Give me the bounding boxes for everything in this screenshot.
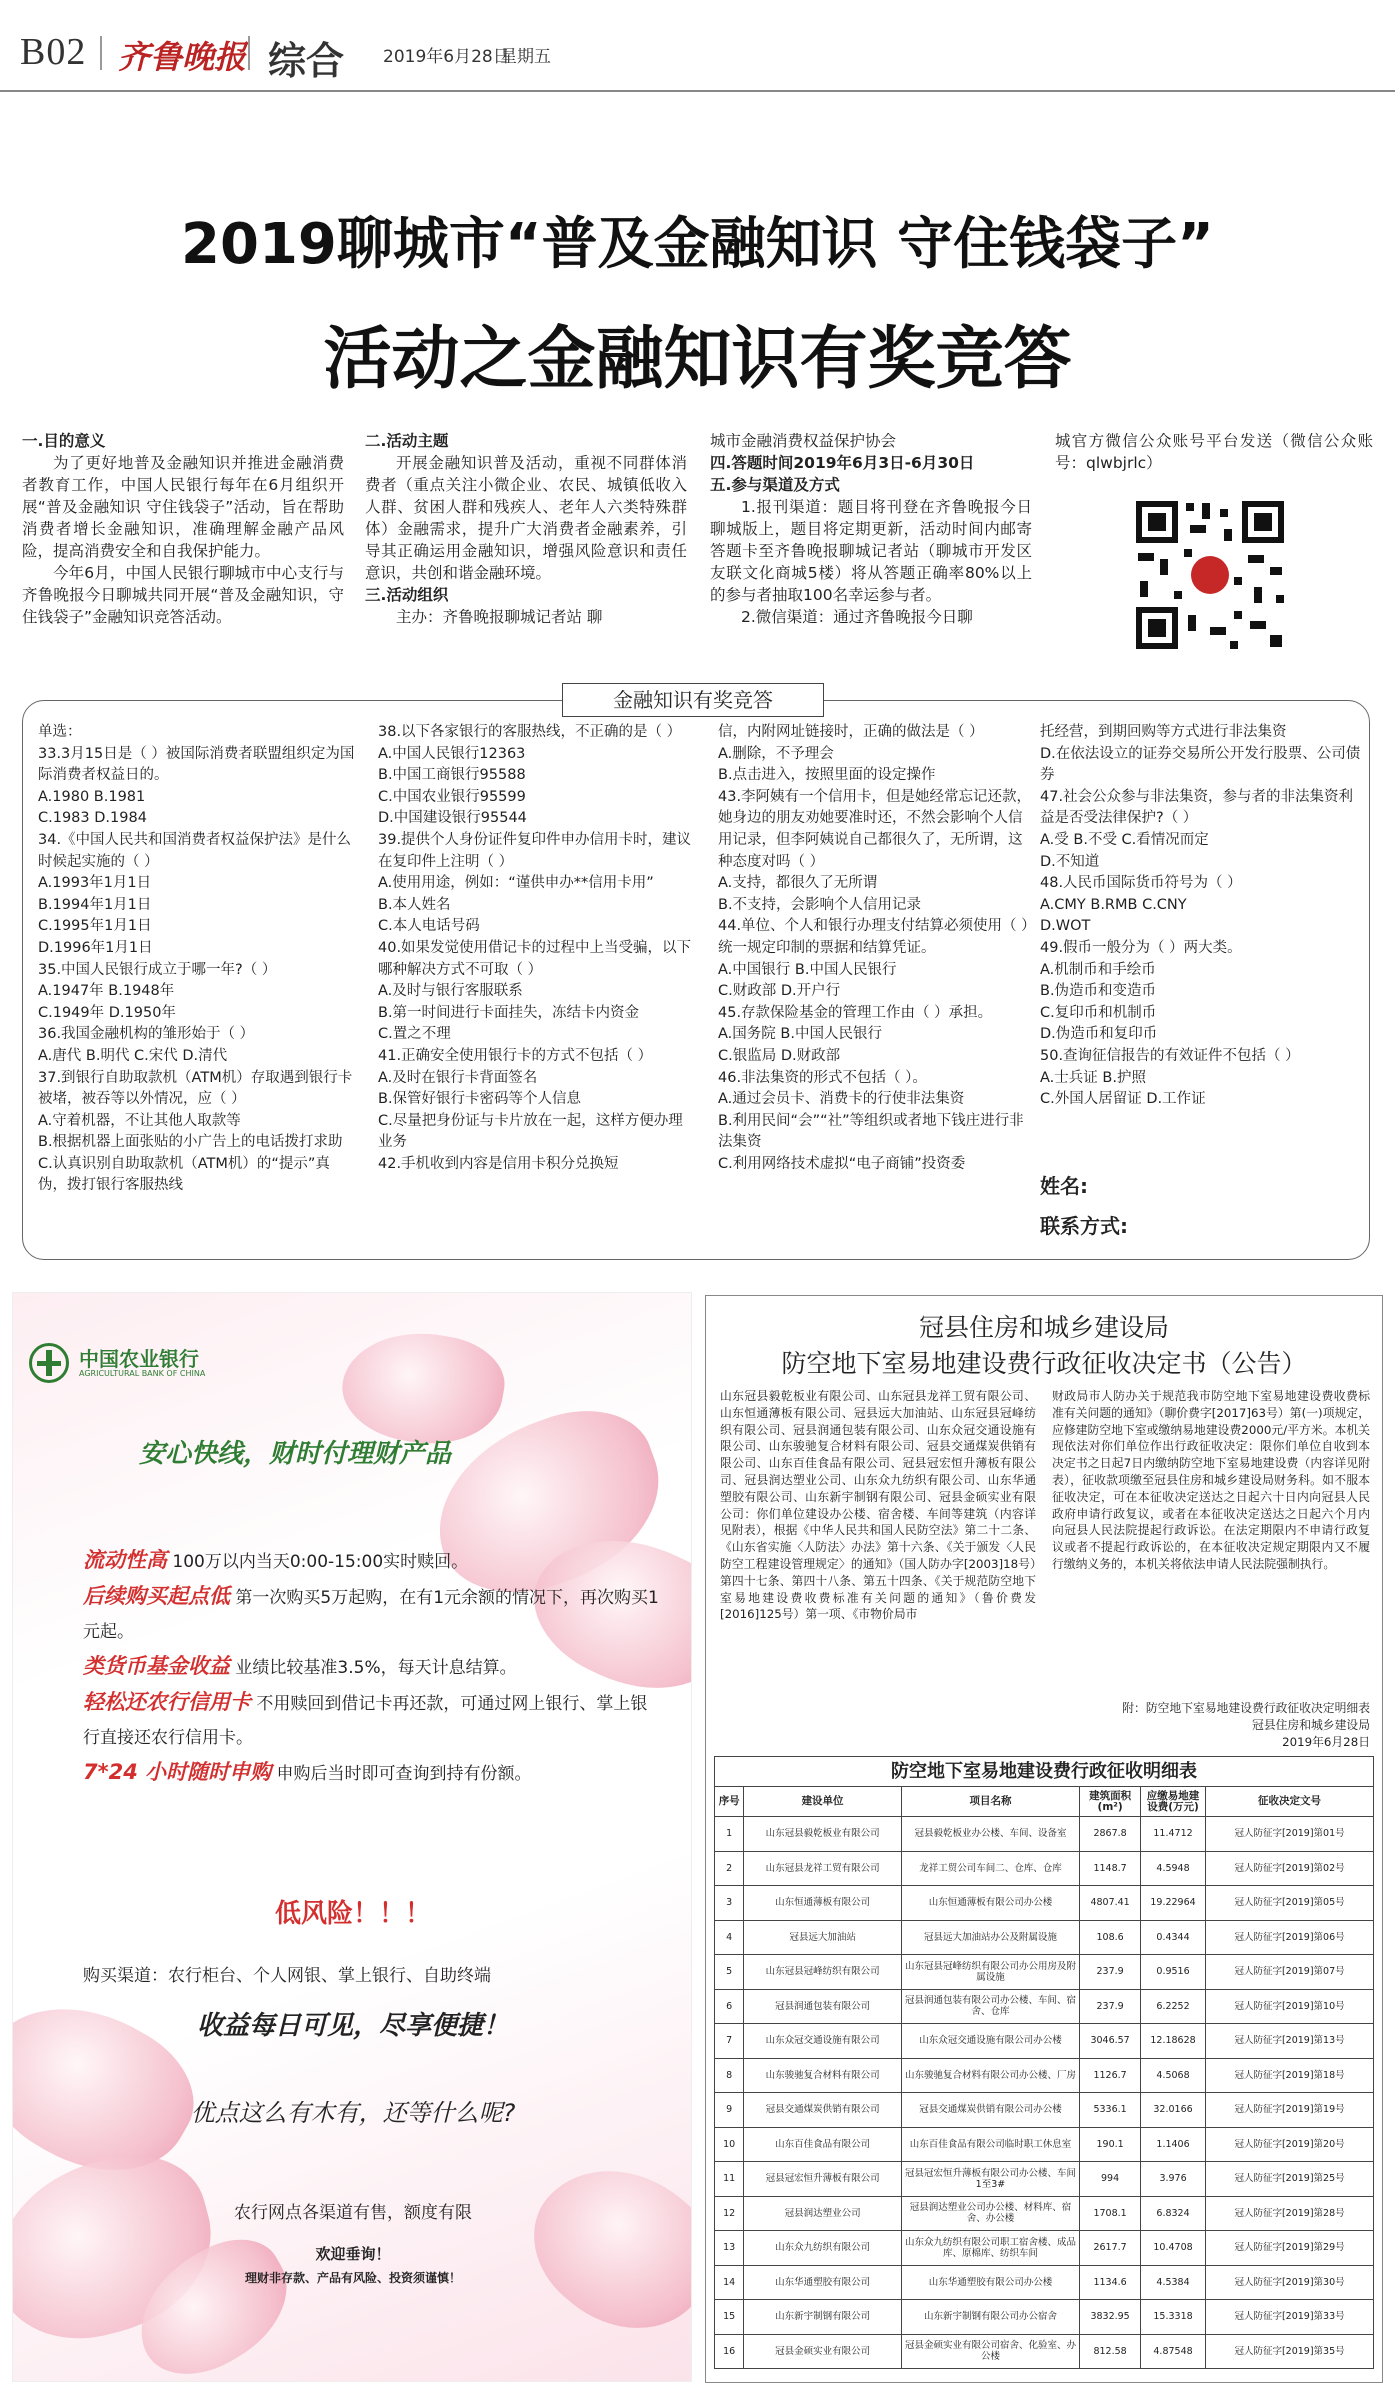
table-cell: 冠县远大加油站办公及附属设施	[901, 1920, 1079, 1955]
table-row	[715, 2265, 1374, 2300]
quiz-line: A.国务院 B.中国人民银行	[718, 1026, 882, 1043]
quiz-line: D.1996年1月1日	[38, 939, 153, 956]
ad-welcome: 欢迎垂询！	[315, 2245, 391, 2263]
notice-body-left: 山东冠县毅乾板业有限公司、山东冠县龙祥工贸有限公司、山东恒通薄板有限公司、冠县远大加油站、山东冠县冠峰纺织有限公司、冠县润通包装有限公司、山东众冠交通设施有限公司、山东骏驰复合材料有限公司、冠县交通煤炭供销有限公司、山东百佳食品有限公司、冠县冠宏恒升薄板有限公司、冠县润达塑业公司、山东众九纺织有限公司、山东华通塑胶有限公司、山东新宇制钢有限公司、冠县金硕实业有限公司：你们单位建设办公楼、宿舍楼、车间等建筑（内容详见附表），根据《中华人民共和国人民防空法》第二十二条、《山东省实施〈人防法〉办法》第十六条、《关于颁发〈人民防空工程建设管理规定〉的通知》（国人防办字[2003]18号）第四十七条、第四十八条、第五十四条、《关于规范防空地下室易地建设费收费标准有关问题的通知》（鲁价费发[2016]125号）第一项、《市物价局市	[720, 1389, 1036, 1622]
quiz-line: 托经营，到期回购等方式进行非法集资	[1040, 724, 1287, 740]
quiz-line: 49.假币一般分为（ ）两大类。	[1040, 939, 1242, 956]
table-cell: 2867.8	[1080, 1817, 1141, 1852]
quiz-column-4	[1040, 722, 1362, 1111]
notice-date: 2019年6月28日	[1282, 1735, 1370, 1749]
table-row	[715, 1920, 1374, 1955]
table-cell: 4	[715, 1920, 744, 1955]
table-cell: 冠县润达塑业公司	[744, 2196, 901, 2231]
newspaper-logo: 齐鲁晚报	[118, 38, 247, 76]
table-cell: 冠人防征字[2019]第29号	[1206, 2231, 1374, 2266]
table-cell: 冠县交通煤炭供销有限公司	[744, 2093, 901, 2128]
quiz-line: 34.《中国人民共和国消费者权益保护法》是什么时候起实施的（ ）	[38, 831, 352, 870]
intro-column-1	[22, 430, 344, 628]
low-risk-label: 低风险！！！	[274, 1899, 431, 1929]
table-cell: 5	[715, 1955, 744, 1990]
table-cell: 冠人防征字[2019]第05号	[1206, 1886, 1374, 1921]
quiz-column-2	[378, 722, 696, 1175]
paragraph: 城市金融消费权益保护协会	[710, 432, 897, 450]
table-cell: 山东百佳食品有限公司	[744, 2127, 901, 2162]
table-cell: 冠人防征字[2019]第33号	[1206, 2300, 1374, 2335]
quiz-line: D.在依法设立的证券交易所公开发行股票、公司债券	[1040, 745, 1361, 784]
paragraph: 今年6月，中国人民银行聊城市中心支行与齐鲁晚报今日聊城共同开展“普及金融知识，守住钱袋子”金融知识竞答活动。	[22, 564, 344, 626]
quiz-line: 33.3月15日是（ ）被国际消费者联盟组织定为国际消费者权益日的。	[38, 745, 355, 784]
section-heading: 五.参与渠道及方式	[710, 476, 840, 494]
quiz-line: D.伪造币和复印币	[1040, 1026, 1158, 1043]
table-cell: 山东众冠交通设施有限公司	[744, 2024, 901, 2059]
table-cell: 1.1406	[1141, 2127, 1206, 2162]
quiz-line: B.中国工商银行95588	[378, 767, 526, 784]
table-cell: 4.5948	[1141, 1851, 1206, 1886]
name-field-label: 姓名:	[1040, 1174, 1088, 1198]
masthead-rule	[0, 90, 1395, 92]
quiz-line: 48.人民币国际货币符号为（ ）	[1040, 875, 1242, 892]
quiz-line: 单选：	[38, 724, 82, 740]
contact-field-label: 联系方式:	[1040, 1214, 1128, 1238]
quiz-line: C.财政部 D.开户行	[718, 983, 841, 1000]
table-cell: 108.6	[1080, 1920, 1141, 1955]
quiz-line: A.使用用途，例如：“谨供申办**信用卡用”	[378, 875, 654, 892]
table-cell: 山东新宇制钢有限公司	[744, 2300, 901, 2335]
table-cell: 山东众冠交通设施有限公司办公楼	[901, 2024, 1079, 2059]
table-header-cell: 建设单位	[744, 1787, 901, 1817]
quiz-line: B.利用民间“会”“社”等组织或者地下钱庄进行非法集资	[718, 1112, 1024, 1151]
table-cell: 0.4344	[1141, 1920, 1206, 1955]
notice-attachment: 附：防空地下室易地建设费行政征收决定明细表	[1122, 1701, 1370, 1715]
feature-desc: 业绩比较基准3.5%，每天计息结算。	[235, 1658, 517, 1678]
quiz-line: A.及时与银行客服联系	[378, 983, 523, 1000]
table-cell: 冠人防征字[2019]第07号	[1206, 1955, 1374, 1990]
bank-name-en: AGRICULTURAL BANK OF CHINA	[79, 1369, 206, 1378]
table-cell: 812.58	[1080, 2334, 1141, 2369]
quiz-line: A.支持，都很久了无所谓	[718, 875, 878, 892]
table-row	[715, 1817, 1374, 1852]
quiz-line: A.CMY B.RMB C.CNY	[1040, 896, 1187, 913]
table-cell: 冠人防征字[2019]第20号	[1206, 2127, 1374, 2162]
quiz-line: A.中国银行 B.中国人民银行	[718, 961, 897, 978]
table-cell: 冠县润通包装有限公司	[744, 1989, 901, 2024]
purchase-channels: 购买渠道：农行柜台、个人网银、掌上银行、自助终端	[83, 1966, 491, 1986]
table-cell: 4.5068	[1141, 2058, 1206, 2093]
table-cell: 山东骏驰复合材料有限公司	[744, 2058, 901, 2093]
table-row	[715, 1955, 1374, 1990]
quiz-line: A.及时在银行卡背面签名	[378, 1069, 538, 1086]
feature-desc: 第一次购买5万起购，在有1元余额的情况下，再次购买1元起。	[83, 1588, 659, 1642]
table-cell: 3	[715, 1886, 744, 1921]
table-row	[715, 2127, 1374, 2162]
table-cell: 山东百佳食品有限公司临时职工休息室	[901, 2127, 1079, 2162]
table-cell: 山东众九纺织有限公司职工宿舍楼、成品库、原棉库、纺织车间	[901, 2231, 1079, 2266]
notice-signer: 冠县住房和城乡建设局	[1252, 1718, 1370, 1732]
table-cell: 6.2252	[1141, 1989, 1206, 2024]
table-cell: 冠人防征字[2019]第18号	[1206, 2058, 1374, 2093]
headline-line-2: 活动之金融知识有奖竞答	[323, 320, 1072, 399]
table-cell: 15	[715, 2300, 744, 2335]
table-cell: 冠人防征字[2019]第28号	[1206, 2196, 1374, 2231]
ad-slogan: 安心快线，财时付理财产品	[139, 1439, 452, 1469]
ad-question: 优点这么有木有，还等什么呢?	[190, 2099, 516, 2127]
quiz-line: 47.社会公众参与非法集资，参与者的非法集资利益是否受法律保护?（ ）	[1040, 788, 1354, 827]
feature-desc: 不用赎回到借记卡再还款，可通过网上银行、掌上银行直接还农行信用卡。	[83, 1694, 648, 1748]
table-cell: 冠人防征字[2019]第19号	[1206, 2093, 1374, 2128]
bank-name: 中国农业银行	[79, 1347, 199, 1371]
table-body	[715, 1817, 1374, 2369]
table-cell: 190.1	[1080, 2127, 1141, 2162]
masthead	[0, 0, 1395, 83]
table-cell: 冠县冠宏恒升薄板有限公司	[744, 2162, 901, 2197]
table-cell: 1708.1	[1080, 2196, 1141, 2231]
table-cell: 冠县交通煤炭供销有限公司办公楼	[901, 2093, 1079, 2128]
quiz-label: 金融知识有奖竞答	[562, 683, 824, 717]
table-cell: 山东众九纺织有限公司	[744, 2231, 901, 2266]
quiz-line: B.根据机器上面张贴的小广告上的电话拨打求助	[38, 1134, 343, 1151]
table-cell: 山东骏驰复合材料有限公司办公楼、厂房	[901, 2058, 1079, 2093]
issue-date: 2019年6月28日	[383, 47, 510, 67]
notice-body-right: 财政局市人防办关于规范我市防空地下室易地建设费收费标准有关问题的通知》（聊价费字[2017]63号）第(一)项规定，应修建防空地下室或缴纳易地建设费2000元/平方米。本机关现依法对你们单位作出行政征收决定：限你们单位自收到本决定书之日起7日内缴纳防空地下室易地建设费（内容详见附表），征收款项缴至冠县住房和城乡建设局财务科。如不服本征收决定，可在本征收决定送达之日起六十日内向冠县人民政府申请行政复议，或者在本征收决定送达之日起六个月内向冠县人民法院提起行政诉讼。在法定期限内不申请行政复议或者不提起行政诉讼的，在本征收决定规定期限内又不履行缴纳义务的，本机关将依法申请人民法院强制执行。	[1052, 1389, 1370, 1571]
table-cell: 19.22964	[1141, 1886, 1206, 1921]
quiz-line: 信，内附网址链接时，正确的做法是（ ）	[718, 724, 984, 740]
intro-column-2	[365, 430, 687, 628]
section-heading: 四.答题时间2019年6月3日-6月30日	[710, 454, 975, 472]
table-cell: 4.87548	[1141, 2334, 1206, 2369]
quiz-line: A.守着机器，不让其他人取款等	[38, 1112, 241, 1129]
quiz-line: 39.提供个人身份证件复印件申办信用卡时，建议在复印件上注明（ ）	[378, 831, 692, 870]
table-row	[715, 2231, 1374, 2266]
table-cell: 3832.95	[1080, 2300, 1141, 2335]
table-row	[715, 2334, 1374, 2369]
section-heading: 一.目的意义	[22, 432, 106, 450]
quiz-line: D.中国建设银行95544	[378, 810, 527, 827]
table-cell: 994	[1080, 2162, 1141, 2197]
quiz-line: 44.单位、个人和银行办理支付结算必须使用（ ）统一规定印制的票据和结算凭证。	[718, 918, 1036, 956]
daily-return-text: 收益每日可见，尽享便捷！	[196, 2011, 509, 2041]
quiz-line: C.利用网络技术虚拟“电子商铺”投资委	[718, 1155, 966, 1172]
quiz-line: 40.如果发觉使用借记卡的过程中上当受骗，以下哪种解决方式不可取（ ）	[378, 939, 692, 978]
table-row	[715, 2058, 1374, 2093]
table-cell: 山东华通塑胶有限公司办公楼	[901, 2265, 1079, 2300]
quiz-line: C.复印币和机制币	[1040, 1004, 1157, 1021]
table-cell: 冠县润达塑业公司办公楼、材料库、宿舍、办公楼	[901, 2196, 1079, 2231]
table-cell: 1148.7	[1080, 1851, 1141, 1886]
quiz-line: 50.查询征信报告的有效证件不包括（ ）	[1040, 1047, 1300, 1064]
ad-sale-note: 农行网点各渠道有售，额度有限	[234, 2203, 472, 2223]
abc-logo-icon	[29, 1343, 69, 1383]
issue-weekday: 星期五	[500, 47, 551, 67]
table-cell: 冠人防征字[2019]第35号	[1206, 2334, 1374, 2369]
paragraph: 城官方微信公众账号平台发送（微信公众账号：qlwbjrlc）	[1055, 432, 1373, 472]
quiz-line: A.删除，不予理会	[718, 745, 834, 762]
table-row	[715, 2162, 1374, 2197]
fee-table	[714, 1756, 1374, 2369]
table-cell: 冠人防征字[2019]第30号	[1206, 2265, 1374, 2300]
quiz-column-3	[718, 722, 1036, 1175]
table-cell: 冠人防征字[2019]第25号	[1206, 2162, 1374, 2197]
table-cell: 3046.57	[1080, 2024, 1141, 2059]
table-cell: 山东恒通薄板有限公司	[744, 1886, 901, 1921]
paragraph: 1.报刊渠道：题目将刊登在齐鲁晚报今日聊城版上，题目将定期更新，活动时间内邮寄答题卡至齐鲁晚报聊城记者站（聊城市开发区友联文化商城5楼）将从答题正确率80%以上的参与者抽取100名幸运参与者。	[710, 498, 1032, 604]
paragraph: 主办：齐鲁晚报聊城记者站 聊	[396, 608, 603, 626]
intro-column-4	[1055, 430, 1373, 474]
table-header-cell: 建筑面积(m²)	[1080, 1787, 1141, 1817]
table-cell: 10	[715, 2127, 744, 2162]
quiz-line: A.机制币和手绘币	[1040, 961, 1156, 978]
government-notice	[705, 1295, 1383, 2383]
quiz-line: B.不支持，会影响个人信用记录	[718, 896, 922, 913]
table-cell: 山东冠县龙祥工贸有限公司	[744, 1851, 901, 1886]
quiz-line: A.士兵证 B.护照	[1040, 1069, 1146, 1086]
abc-bank-advertisement	[12, 1292, 692, 2382]
table-cell: 山东恒通薄板有限公司办公楼	[901, 1886, 1079, 1921]
feature-title: 7*24 小时随时申购	[83, 1760, 272, 1784]
table-cell: 6	[715, 1989, 744, 2024]
quiz-line: C.中国农业银行95599	[378, 788, 526, 805]
table-header-cell: 项目名称	[901, 1787, 1079, 1817]
feature-desc: 100万以内当天0:00-15:00实时赎回。	[172, 1552, 469, 1572]
table-row	[715, 2196, 1374, 2231]
quiz-line: C.置之不理	[378, 1026, 451, 1043]
quiz-line: C.尽量把身份证与卡片放在一起，这样方便办理业务	[378, 1112, 683, 1151]
quiz-line: A.中国人民银行12363	[378, 745, 526, 762]
table-cell: 山东冠县冠峰纺织有限公司	[744, 1955, 901, 1990]
table-cell: 3.976	[1141, 2162, 1206, 2197]
quiz-line: 42.手机收到内容是信用卡积分兑换短	[378, 1155, 619, 1172]
quiz-line: A.受 B.不受 C.看情况而定	[1040, 831, 1209, 848]
paragraph: 2.微信渠道：通过齐鲁晚报今日聊	[741, 608, 973, 626]
table-cell: 冠县毅乾板业办公楼、车间、设备室	[901, 1817, 1079, 1852]
table-cell: 6.8324	[1141, 2196, 1206, 2231]
table-title: 防空地下室易地建设费行政征收明细表	[715, 1757, 1374, 1787]
table-cell: 冠人防征字[2019]第10号	[1206, 1989, 1374, 2024]
feature-title: 后续购买起点低	[83, 1584, 230, 1608]
fee-table-wrapper	[714, 1756, 1374, 2376]
quiz-line: D.WOT	[1040, 918, 1091, 935]
quiz-line: B.1994年1月1日	[38, 896, 152, 913]
table-cell: 2	[715, 1851, 744, 1886]
table-row	[715, 1989, 1374, 2024]
table-cell: 12.18628	[1141, 2024, 1206, 2059]
table-cell: 8	[715, 2058, 744, 2093]
table-cell: 1134.6	[1080, 2265, 1141, 2300]
table-cell: 2617.7	[1080, 2231, 1141, 2266]
table-row	[715, 1851, 1374, 1886]
table-cell: 冠县远大加油站	[744, 1920, 901, 1955]
qr-code-icon	[1130, 495, 1290, 655]
table-header-row	[715, 1787, 1374, 1817]
table-cell: 4807.41	[1080, 1886, 1141, 1921]
quiz-line: 36.我国金融机构的雏形始于（ ）	[38, 1026, 255, 1043]
quiz-line: C.1983 D.1984	[38, 810, 147, 827]
wechat-qr-code	[1130, 495, 1290, 655]
quiz-line: 45.存款保险基金的管理工作由（ ）承担。	[718, 1004, 993, 1021]
table-cell: 14	[715, 2265, 744, 2300]
table-cell: 山东新宇制钢有限公司办公宿舍	[901, 2300, 1079, 2335]
table-row	[715, 1886, 1374, 1921]
table-header-cell: 序号	[715, 1787, 744, 1817]
table-cell: 10.4708	[1141, 2231, 1206, 2266]
table-row	[715, 2300, 1374, 2335]
quiz-line: A.1993年1月1日	[38, 875, 152, 892]
table-cell: 冠县冠宏恒升薄板有限公司办公楼、车间1至3#	[901, 2162, 1079, 2197]
table-cell: 山东冠县冠峰纺织有限公司办公用房及附属设施	[901, 1955, 1079, 1990]
table-cell: 冠县金硕实业有限公司宿舍、化验室、办公楼	[901, 2334, 1079, 2369]
table-row	[715, 2093, 1374, 2128]
table-cell: 15.3318	[1141, 2300, 1206, 2335]
quiz-line: C.本人电话号码	[378, 918, 480, 935]
quiz-column-1	[38, 722, 356, 1197]
quiz-line: C.1995年1月1日	[38, 918, 152, 935]
page-number: B02	[20, 31, 87, 73]
quiz-line: B.保管好银行卡密码等个人信息	[378, 1091, 582, 1108]
quiz-line: D.不知道	[1040, 853, 1100, 870]
notice-signature	[1052, 1700, 1370, 1751]
quiz-line: B.伪造币和变造币	[1040, 983, 1157, 1000]
section-heading: 三.活动组织	[365, 586, 449, 604]
masthead-divider	[100, 36, 102, 70]
table-cell: 32.0166	[1141, 2093, 1206, 2128]
quiz-line: C.1949年 D.1950年	[38, 1004, 176, 1021]
table-header-cell: 征收决定文号	[1206, 1787, 1374, 1817]
feature-title: 流动性高	[83, 1548, 167, 1572]
quiz-line: C.银监局 D.财政部	[718, 1047, 841, 1064]
table-cell: 237.9	[1080, 1955, 1141, 1990]
quiz-line: A.1980 B.1981	[38, 788, 146, 805]
table-cell: 冠县润通包装有限公司办公楼、车间、宿舍、仓库	[901, 1989, 1079, 2024]
table-row	[715, 2024, 1374, 2059]
quiz-line: 37.到银行自助取款机（ATM机）存取遇到银行卡被堵，被吞等以外情况，应（ ）	[38, 1069, 353, 1108]
quiz-line: 46.非法集资的形式不包括（ ）。	[718, 1069, 927, 1086]
table-cell: 11	[715, 2162, 744, 2197]
table-cell: 山东华通塑胶有限公司	[744, 2265, 901, 2300]
notice-org: 冠县住房和城乡建设局	[918, 1313, 1169, 1342]
table-cell: 4.5384	[1141, 2265, 1206, 2300]
feature-title: 类货币基金收益	[83, 1654, 230, 1678]
quiz-line: C.认真识别自助取款机（ATM机）的“提示”真伪，拨打银行客服热线	[38, 1155, 330, 1194]
quiz-line: A.唐代 B.明代 C.宋代 D.清代	[38, 1047, 228, 1064]
table-cell: 0.9516	[1141, 1955, 1206, 1990]
table-cell: 冠县金硕实业有限公司	[744, 2334, 901, 2369]
table-cell: 冠人防征字[2019]第01号	[1206, 1817, 1374, 1852]
quiz-line: B.第一时间进行卡面挂失，冻结卡内资金	[378, 1004, 640, 1021]
paragraph: 为了更好地普及金融知识并推进金融消费者教育工作，中国人民银行每年在6月组织开展“普及金融知识 守住钱袋子”活动，旨在帮助消费者增长金融知识，准确理解金融产品风险，提高消费安全和自我保护能力。	[22, 454, 344, 560]
quiz-line: 43.李阿姨有一个信用卡，但是她经常忘记还款，她身边的朋友劝她要准时还，不然会影响个人信用记录，但李阿姨说自己都很久了，无所谓，这种态度对吗（ ）	[718, 788, 1032, 870]
masthead-divider	[248, 36, 250, 70]
quiz-line: 41.正确安全使用银行卡的方式不包括（ ）	[378, 1047, 653, 1064]
notice-title: 防空地下室易地建设费行政征收决定书（公告）	[781, 1349, 1307, 1378]
section-heading: 二.活动主题	[365, 432, 449, 450]
quiz-line: C.外国人居留证 D.工作证	[1040, 1091, 1206, 1108]
quiz-line: B.点击进入，按照里面的设定操作	[718, 767, 936, 784]
ad-features	[83, 1543, 663, 1791]
quiz-line: B.本人姓名	[378, 896, 451, 913]
table-cell: 12	[715, 2196, 744, 2231]
table-cell: 11.4712	[1141, 1817, 1206, 1852]
feature-desc: 申购后当时即可查询到持有份额。	[276, 1764, 532, 1784]
table-cell: 9	[715, 2093, 744, 2128]
headline-line-1: 2019聊城市“普及金融知识 守住钱袋子”	[181, 212, 1214, 277]
table-cell: 7	[715, 2024, 744, 2059]
section-name: 综合	[268, 39, 345, 83]
table-cell: 龙祥工贸公司车间二、仓库、仓库	[901, 1851, 1079, 1886]
intro-column-3	[710, 430, 1032, 628]
table-cell: 1126.7	[1080, 2058, 1141, 2093]
table-cell: 5336.1	[1080, 2093, 1141, 2128]
quiz-line: A.1947年 B.1948年	[38, 983, 175, 1000]
table-cell: 山东冠县毅乾板业有限公司	[744, 1817, 901, 1852]
table-cell: 13	[715, 2231, 744, 2266]
feature-title: 轻松还农行信用卡	[83, 1690, 251, 1714]
table-cell: 1	[715, 1817, 744, 1852]
table-cell: 冠人防征字[2019]第02号	[1206, 1851, 1374, 1886]
paragraph: 开展金融知识普及活动，重视不同群体消费者（重点关注小微企业、农民、城镇低收入人群、贫困人群和残疾人、老年人六类特殊群体）金融需求，提升广大消费者金融素养，引导其正确运用金融知识，增强风险意识和责任意识，共创和谐金融环境。	[365, 454, 687, 582]
table-header-cell: 应缴易地建设费(万元)	[1141, 1787, 1206, 1817]
quiz-line: 38.以下各家银行的客服热线，不正确的是（ ）	[378, 724, 682, 740]
table-cell: 冠人防征字[2019]第13号	[1206, 2024, 1374, 2059]
table-cell: 16	[715, 2334, 744, 2369]
quiz-line: 35.中国人民银行成立于哪一年?（ ）	[38, 961, 277, 978]
table-cell: 237.9	[1080, 1989, 1141, 2024]
ad-risk-warning: 理财非存款、产品有风险、投资须谨慎！	[244, 2271, 461, 2285]
table-cell: 冠人防征字[2019]第06号	[1206, 1920, 1374, 1955]
quiz-line: A.通过会员卡、消费卡的行使非法集资	[718, 1091, 965, 1108]
